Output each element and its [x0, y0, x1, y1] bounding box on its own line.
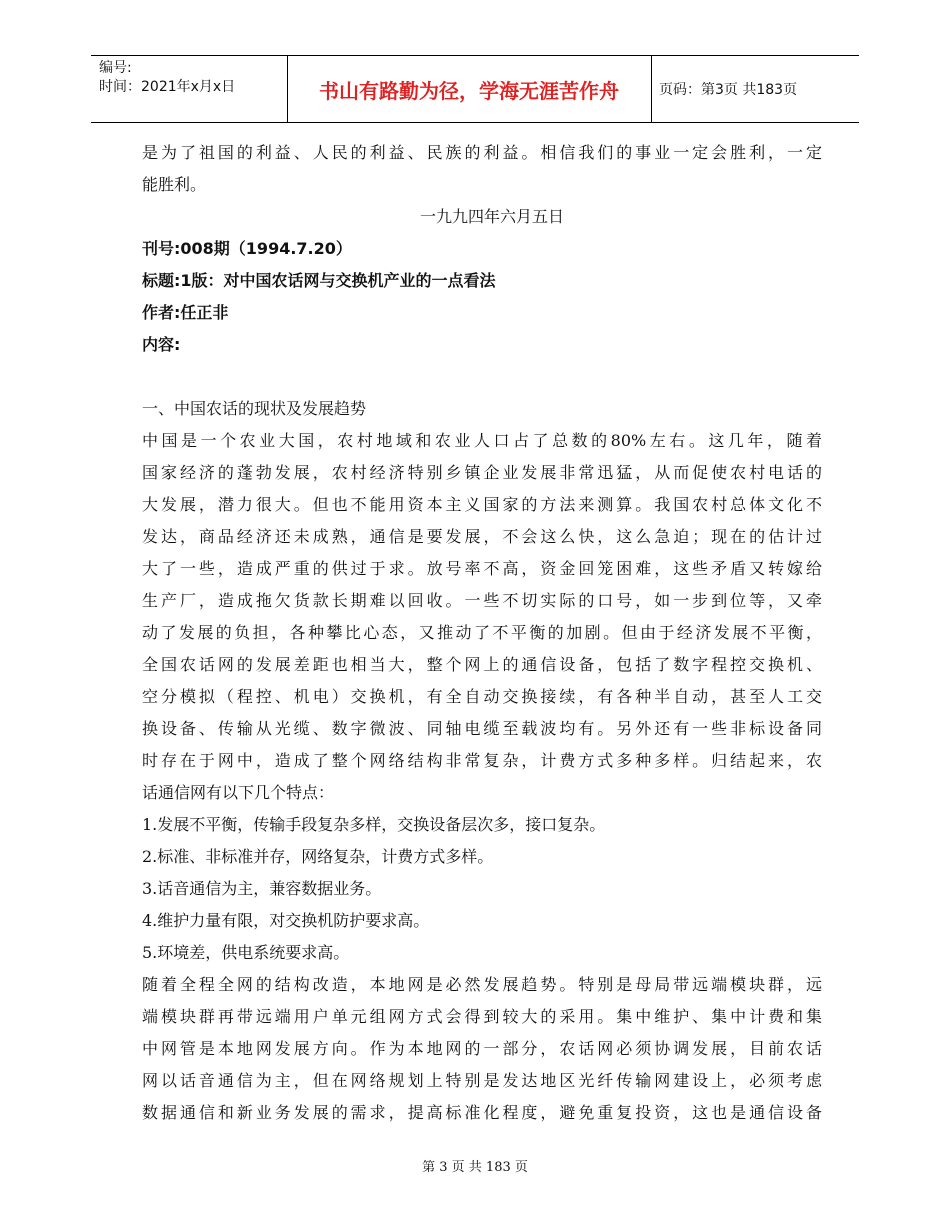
header-page-number: 页码：第3页 共183页 — [659, 82, 798, 98]
paragraph-line: 空分模拟（程控、机电）交换机，有全自动交换接续，有各种半自动，甚至人工交 — [142, 687, 822, 706]
paragraph-line: 发达，商品经济还未成熟，通信是要发展，不会这么快，这么急迫；现在的估计过 — [142, 527, 822, 546]
paragraph-line: 端模块群再带远端用户单元组网方式会得到较大的采用。集中维护、集中计费和集 — [142, 1007, 822, 1026]
date-line: 一九九四年六月五日 — [419, 207, 564, 226]
intro-line: 是为了祖国的利益、人民的利益、民族的利益。相信我们的事业一定会胜利，一定 — [142, 143, 822, 162]
intro-line: 能胜利。 — [142, 175, 207, 194]
paragraph-line: 网以话音通信为主，但在网络规划上特别是发达地区光纤传输网建设上，必须考虑 — [142, 1071, 822, 1090]
issue-line: 刊号:008期（1994.7.20） — [142, 239, 352, 258]
header-number: 编号: — [99, 60, 132, 76]
list-item: 1.发展不平衡，传输手段复杂多样，交换设备层次多，接口复杂。 — [142, 815, 606, 834]
paragraph-line: 全国农话网的发展差距也相当大，整个网上的通信设备，包括了数字程控交换机、 — [142, 655, 822, 674]
author-line: 作者:任正非 — [142, 303, 229, 322]
page-footer: 第 3 页 共 183 页 — [422, 1160, 528, 1175]
title-line: 标题:1版：对中国农话网与交换机产业的一点看法 — [142, 271, 496, 290]
paragraph-line: 中国是一个农业大国，农村地域和农业人口占了总数的80%左右。这几年，随着 — [142, 431, 822, 450]
paragraph-line: 中网管是本地网发展方向。作为本地网的一部分，农话网必须协调发展，目前农话 — [142, 1039, 822, 1058]
page-header — [91, 55, 859, 123]
feature-list — [142, 809, 822, 969]
paragraph-line: 动了发展的负担，各种攀比心态，又推动了不平衡的加剧。但由于经济发展不平衡， — [142, 623, 822, 642]
header-motto: 书山有路勤为径，学海无涯苦作舟 — [319, 78, 619, 103]
document-body — [142, 137, 822, 1129]
paragraph-line: 国家经济的蓬勃发展，农村经济特别乡镇企业发展非常迅猛，从而促使农村电话的 — [142, 463, 822, 482]
list-item: 3.话音通信为主，兼容数据业务。 — [142, 879, 382, 898]
list-item: 4.维护力量有限，对交换机防护要求高。 — [142, 911, 430, 930]
header-divider-right — [651, 56, 652, 122]
content-label: 内容: — [142, 335, 181, 354]
section-heading: 一、中国农话的现状及发展趋势 — [142, 399, 367, 418]
paragraph-line: 话通信网有以下几个特点： — [142, 783, 335, 802]
paragraph-1 — [142, 425, 822, 809]
paragraph-line: 随着全程全网的结构改造，本地网是必然发展趋势。特别是母局带远端模块群，远 — [142, 975, 822, 994]
header-info — [99, 59, 289, 97]
paragraph-line: 生产厂，造成拖欠货款长期难以回收。一些不切实际的口号，如一步到位等，又牵 — [142, 591, 822, 610]
paragraph-line: 大发展，潜力很大。但也不能用资本主义国家的方法来测算。我国农村总体文化不 — [142, 495, 822, 514]
paragraph-line: 时存在于网中，造成了整个网络结构非常复杂，计费方式多种多样。归结起来，农 — [142, 751, 822, 770]
paragraph-line: 大了一些，造成严重的供过于求。放号率不高，资金回笼困难，这些矛盾又转嫁给 — [142, 559, 822, 578]
paragraph-2 — [142, 969, 822, 1129]
paragraph-line: 数据通信和新业务发展的需求，提高标准化程度，避免重复投资，这也是通信设备 — [142, 1103, 822, 1122]
spacer — [142, 361, 822, 393]
list-item: 2.标准、非标准并存，网络复杂，计费方式多样。 — [142, 847, 494, 866]
list-item: 5.环境差，供电系统要求高。 — [142, 943, 350, 962]
header-time: 时间：2021年x月x日 — [99, 79, 236, 95]
paragraph-line: 换设备、传输从光缆、数字微波、同轴电缆至载波均有。另外还有一些非标设备同 — [142, 719, 822, 738]
